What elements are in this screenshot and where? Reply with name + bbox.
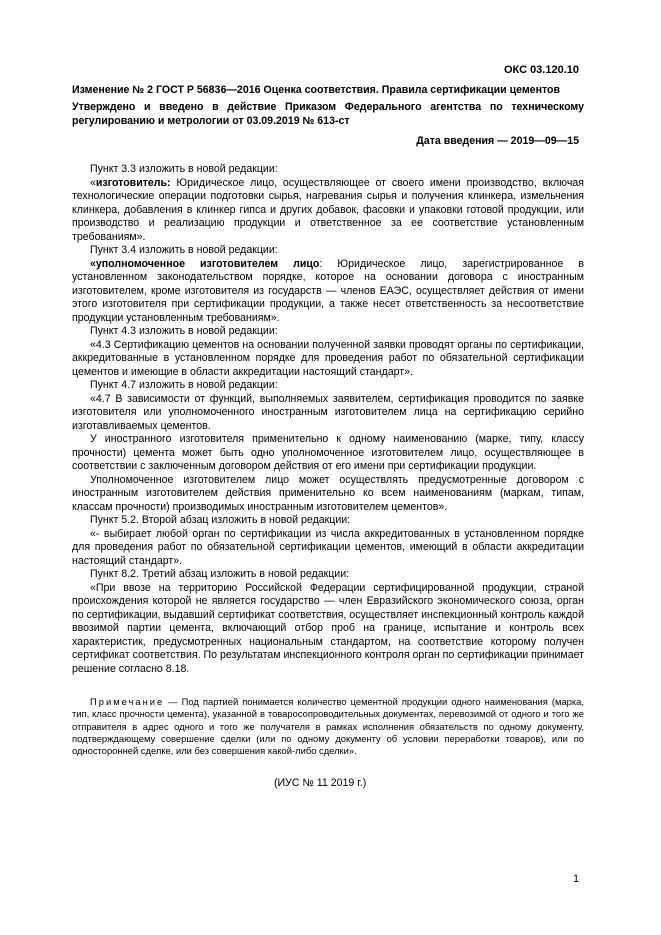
approval-statement: Утверждено и введено в действие Приказом Федерального агентства по техническому регулированию и метрологии от 03.09.2019 № 613-ст xyxy=(72,101,584,127)
definition-text: : Юридическое лицо, зарегистрированное в установленном законодательством порядке, которое на основании договора с иностранным изготовителем, кроме изготовителя из государств — членов ЕАЭС, осуществляет действия от имени этого изготовителя при сертификации продукции, а также несет ответственность за несоответствие продукции установленным требованиям». xyxy=(72,257,584,324)
defined-term: изготовитель: xyxy=(95,176,171,189)
paragraph: Пункт 3.3 изложить в новой редакции: xyxy=(90,163,278,175)
paragraph: Пункт 4.3 изложить в новой редакции: xyxy=(90,325,278,337)
paragraph: «При ввозе на территорию Российской Федерации сертифицированной продукции, страной происхождения которой не является государство — член Евразийского экономического союза, орган по сертификации, выдавший сертификат соответствия, осуществляет инспекционный контроль каждой ввозимой партии цемента, включающий отбор проб на границе, испытание и контроль всех характеристик, предусмотренных национальным стандартом, на соответствие которому получен сертификат соответствия. По результатам инспекционного контроля орган по сертификации принимает решение согласно 8.18. xyxy=(72,581,584,675)
paragraph: Пункт 3.4 изложить в новой редакции: xyxy=(90,244,278,256)
note-text: — Под партией понимается количество цементной продукции одного наименования (марка, тип, класс прочности цемента), указанной в товаросопроводительных документах, перевозимой от одного и того же отправителя в адрес одного и того же получателя в рамках исполнения обязательств по одному документу, подтверждающему совершение сделки (или по одному документу об условии переработки товаров), или по односторонней сделке, или без совершения какой-либо сделки». xyxy=(72,696,584,757)
paragraph: Пункт 5.2. Второй абзац изложить в новой редакции: xyxy=(90,514,351,526)
quote-mark: « xyxy=(90,176,96,189)
note-label: Примечание xyxy=(90,696,165,707)
introduction-date: Дата введения — 2019—09—15 xyxy=(416,135,579,147)
paragraph: Уполномоченное изготовителем лицо может осуществлять предусмотренные договором с иностранным изготовителем действия применительно ко всем наименованиям (маркам, типам, классам прочности) производимых иностранным изготовителем цементов». xyxy=(72,473,584,513)
amendment-title: Изменение № 2 ГОСТ Р 56836—2016 Оценка соответствия. Правила сертификации цементов xyxy=(72,84,560,96)
ius-reference: (ИУС № 11 2019 г.) xyxy=(274,777,367,789)
amendment-body xyxy=(72,163,584,676)
paragraph: «- выбирает любой орган по сертификации из числа аккредитованных в установленном порядке для проведения работ по обязательной сертификации цементов, имеющий в области аккредитации настоящий стандарт». xyxy=(72,527,584,567)
defined-term: «уполномоченное изготовителем лицо xyxy=(90,257,320,270)
paragraph: «4.7 В зависимости от функций, выполняемых заявителем, сертификация проводится по заявке изготовителя или уполномоченного иностранным изготовителем лица на сертификацию серийно изготавливаемых цементов. xyxy=(72,392,584,432)
paragraph: У иностранного изготовителя применительно к одному наименованию (марке, типу, классу прочности) цемента может быть одно уполномоченное изготовителем лицо, осуществляющее в соответствии с заключенным договором действия от его имени при сертификации продукции. xyxy=(72,433,584,472)
paragraph: Пункт 4.7 изложить в новой редакции: xyxy=(90,379,278,391)
paragraph xyxy=(72,177,584,245)
note-block xyxy=(72,696,584,757)
definition-text: Юридическое лицо, осуществляющее от своего имени производство, включая технологические операции подготовки сырья, нагревания сырья и получения клинкера, измельчения клинкера, добавления в клинкер гипса и других добавок, фасовки и упаковки готовой продукции, или производство и реализацию продукции и ответственное за ее соответствие установленным требованиям». xyxy=(72,176,584,243)
paragraph xyxy=(72,258,584,326)
page-number: 1 xyxy=(573,873,579,885)
paragraph: «4.3 Сертификацию цементов на основании полученной заявки проводят органы по сертификации, аккредитованные в установленном порядке для проведения работ по обязательной сертификации цементов и имеющие в области аккредитации настоящий стандарт». xyxy=(72,338,584,378)
paragraph: Пункт 8.2. Третий абзац изложить в новой редакции: xyxy=(90,568,350,580)
oks-code: ОКС 03.120.10 xyxy=(503,64,579,76)
